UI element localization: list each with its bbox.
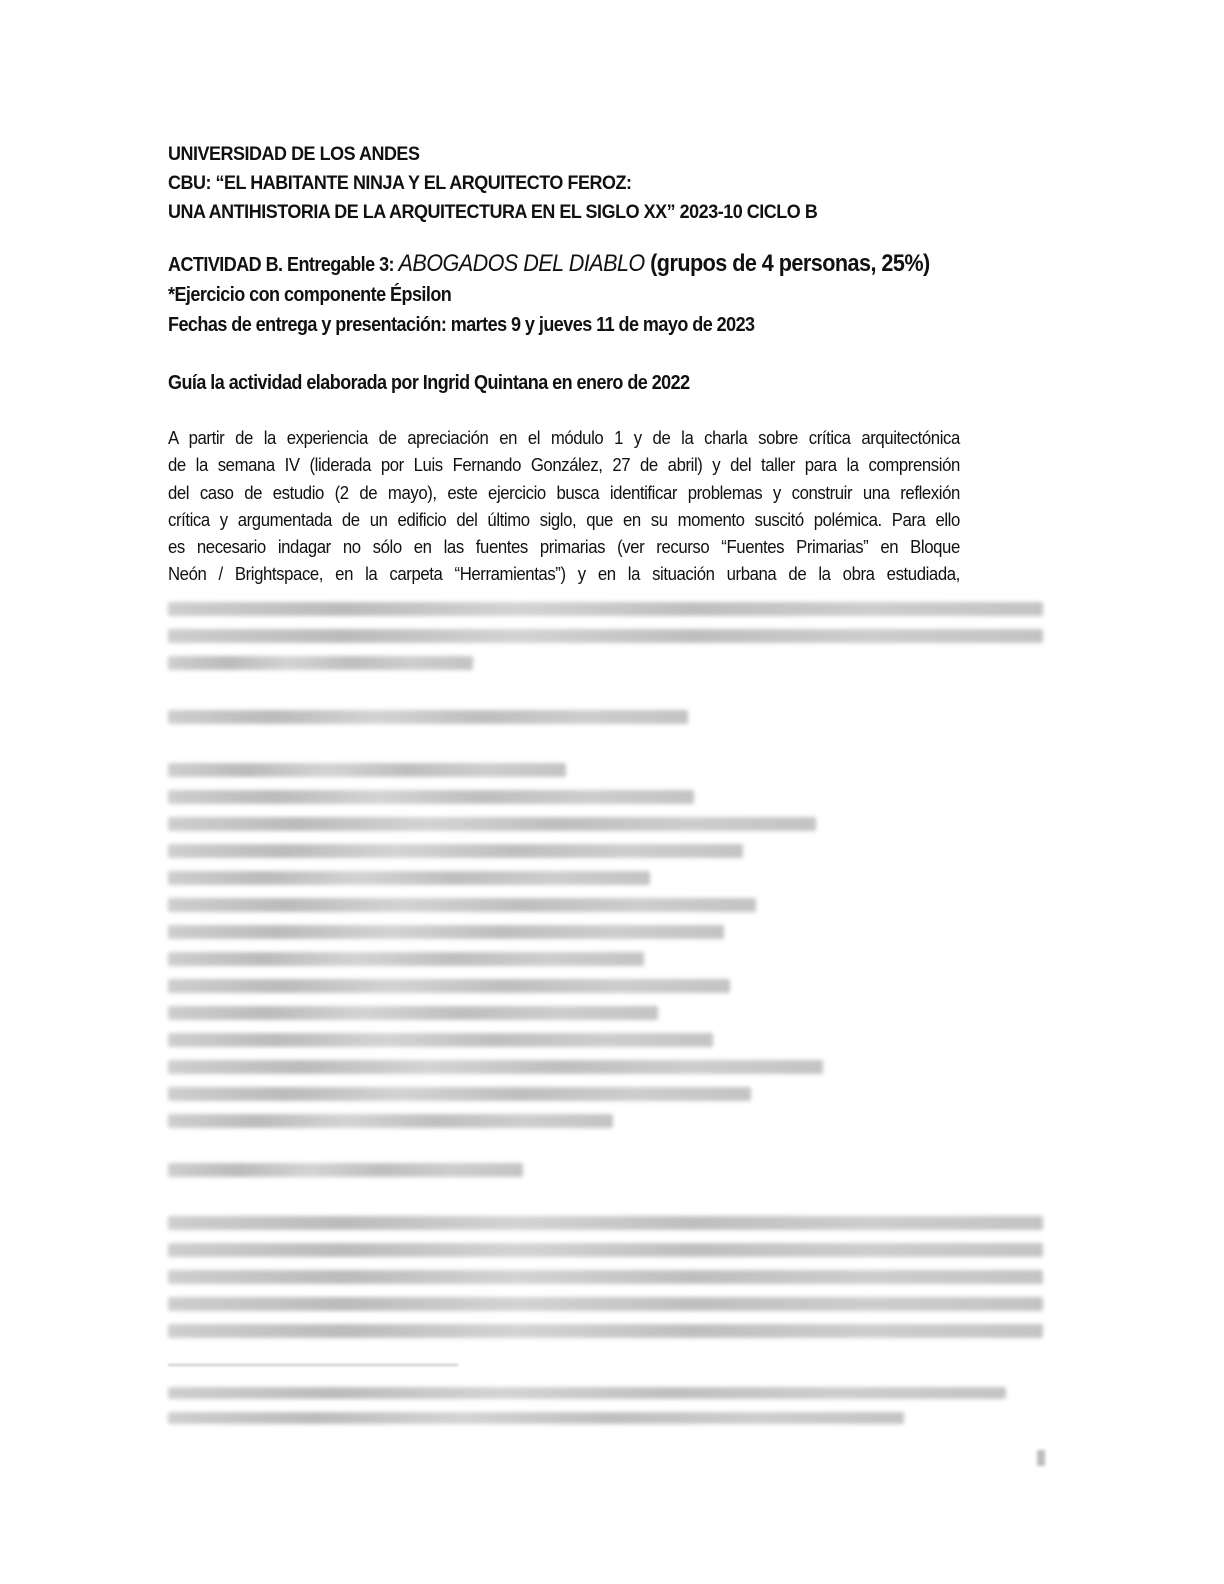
redacted-list-item — [168, 790, 694, 804]
redacted-list-item — [168, 844, 743, 858]
redacted-line — [168, 1270, 1043, 1284]
redacted-line — [168, 1216, 1043, 1230]
redacted-list-item — [168, 871, 650, 885]
document-header — [168, 140, 1043, 227]
document-page — [168, 140, 1043, 588]
redacted-list-item — [168, 763, 566, 777]
redacted-list-item — [168, 817, 816, 831]
paragraph-line: del caso de estudio (2 de mayo), este ejercicio busca identificar problemas y construir una reflexión — [168, 481, 960, 503]
paragraph-line: Neón / Brightspace, en la carpeta “Herramientas”) y en la situación urbana de la obra estudiada, — [168, 563, 960, 585]
paragraph-line: crítica y argumentada de un edificio del último siglo, que en su momento suscitó polémica. Para ello — [168, 508, 960, 530]
redacted-list-item — [168, 1114, 613, 1128]
activity-name: ABOGADOS DEL DIABLO — [398, 250, 645, 277]
paragraph-line: de la semana IV (liderada por Luis Fernando González, 27 de abril) y del taller para la comprensión — [168, 454, 960, 476]
epsilon-note: *Ejercicio con componente Épsilon — [168, 284, 452, 306]
delivery-dates: Fechas de entrega y presentación: martes 9 y jueves 11 de mayo de 2023 — [168, 314, 755, 336]
redacted-line — [168, 1387, 1006, 1399]
redacted-list-item — [168, 1033, 713, 1047]
redacted-line — [168, 1324, 1043, 1338]
redacted-line — [168, 629, 1043, 643]
activity-suffix: (grupos de 4 personas, 25%) — [644, 250, 930, 277]
activity-title — [168, 249, 956, 280]
footnote-separator — [168, 1364, 458, 1366]
redacted-list-item — [168, 1060, 823, 1074]
redacted-list-item — [168, 925, 724, 939]
course-title-line-2: UNA ANTIHISTORIA DE LA ARQUITECTURA EN EL SIGLO XX” 2023-10 CICLO B — [168, 201, 818, 223]
redacted-deliverable-heading — [168, 1163, 523, 1177]
activity-block — [168, 249, 1043, 340]
activity-prefix: ACTIVIDAD B. Entregable 3: — [168, 254, 399, 276]
redacted-case-list-heading — [168, 710, 688, 724]
university-name: UNIVERSIDAD DE LOS ANDES — [168, 143, 420, 165]
redacted-line — [168, 602, 1043, 616]
redacted-list-item — [168, 898, 756, 912]
redacted-page-number — [1037, 1450, 1045, 1466]
redacted-line — [168, 1243, 1043, 1257]
intro-paragraph — [168, 424, 1043, 588]
paragraph-line: es necesario indagar no sólo en las fuentes primarias (ver recurso “Fuentes Primarias” en Bloque — [168, 536, 960, 558]
redacted-line — [168, 656, 473, 670]
guide-credit: Guía la actividad elaborada por Ingrid Quintana en enero de 2022 — [168, 372, 690, 394]
redacted-list-item — [168, 979, 730, 993]
redacted-list-item — [168, 952, 644, 966]
redacted-list-item — [168, 1087, 751, 1101]
redacted-line — [168, 1297, 1043, 1311]
redacted-line — [168, 1412, 904, 1424]
redacted-list-item — [168, 1006, 658, 1020]
course-title-line-1: CBU: “EL HABITANTE NINJA Y EL ARQUITECTO FEROZ: — [168, 172, 632, 194]
paragraph-line: A partir de la experiencia de apreciación en el módulo 1 y de la charla sobre crítica arquitectónica — [168, 427, 960, 448]
